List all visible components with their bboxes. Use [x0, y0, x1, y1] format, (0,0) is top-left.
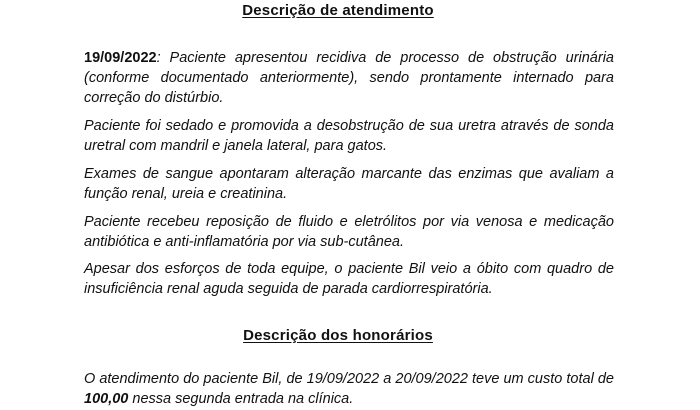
paragraph-procedure: Paciente foi sedado e promovida a desobstrução de sua uretra através de sonda uretral com mandril e janela lateral, para gatos.	[84, 118, 614, 154]
fees-text-after: nessa segunda entrada na clínica.	[128, 391, 354, 407]
paragraph-blood-exams: Exames de sangue apontaram alteração marcante das enzimas que avaliam a função renal, ureia e creatinina.	[84, 166, 614, 202]
fees-text-before: O atendimento do paciente Bil, de 19/09/2022 a 20/09/2022 teve um custo total de	[84, 371, 614, 387]
paragraph-treatment: Paciente recebeu reposição de fluido e eletrólitos por via venosa e medicação antibiótica e anti-inflamatória por via sub-cutânea.	[84, 214, 614, 250]
admission-text: : Paciente apresentou recidiva de processo de obstrução urinária (conforme documentado anteriormente), sendo prontamente internado para correção do distúrbio.	[84, 50, 614, 106]
paragraph-admission	[84, 48, 614, 108]
admission-date: 19/09/2022	[84, 50, 157, 66]
paragraph-fees	[84, 369, 614, 409]
paragraph-outcome: Apesar dos esforços de toda equipe, o paciente Bil veio a óbito com quadro de insuficiência renal aguda seguida de parada cardiorrespiratória.	[84, 261, 614, 297]
heading-descricao-honorarios: Descrição dos honorários	[243, 327, 433, 344]
fees-amount: 100,00	[84, 391, 129, 407]
heading-descricao-atendimento: Descrição de atendimento	[242, 2, 434, 19]
